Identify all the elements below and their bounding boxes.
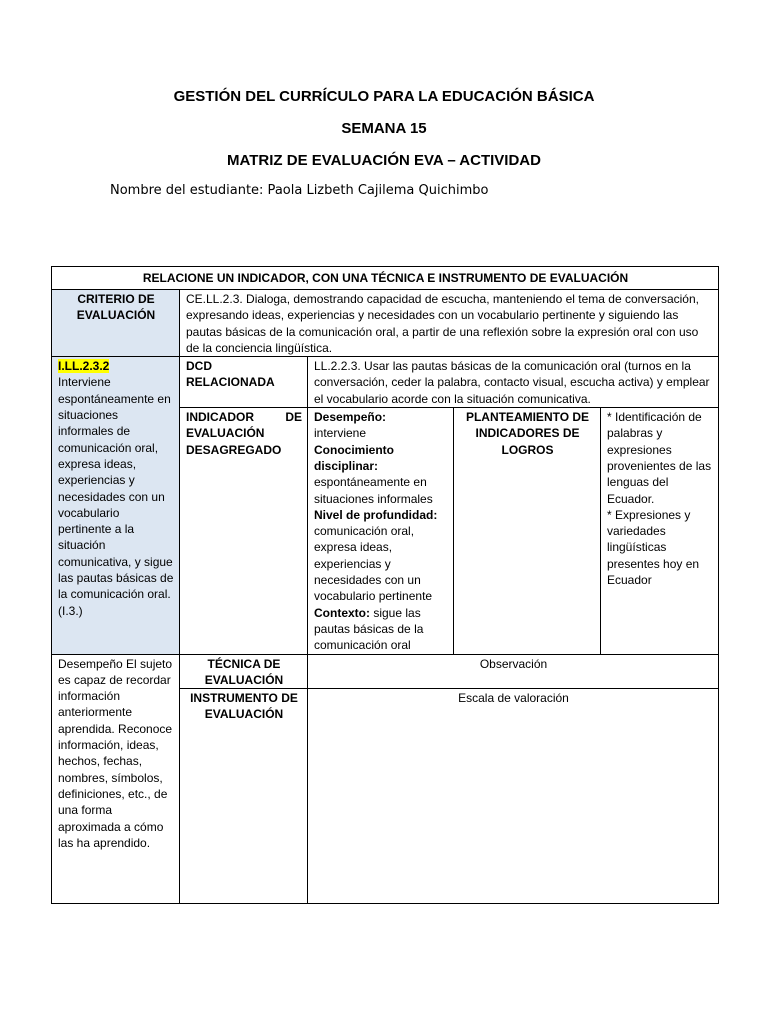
logros-cell (601, 408, 719, 654)
indicator-cell (52, 357, 180, 654)
tecnica-label: TÉCNICA DE EVALUACIÓN (180, 654, 308, 689)
matrix-title: MATRIZ DE EVALUACIÓN EVA – ACTIVIDAD (227, 152, 541, 169)
dcd-label: DCD RELACIONADA (180, 357, 308, 408)
evaluation-matrix (51, 266, 719, 904)
logros-item-1: * Identificación de palabras y expresiones provenientes de las lenguas del Ecuador. (607, 410, 712, 506)
document-title: GESTIÓN DEL CURRÍCULO PARA LA EDUCACIÓN BÁSICA (173, 88, 595, 105)
indicador-label: INDICADOR DE EVALUACIÓN DESAGREGADO (180, 408, 308, 654)
indicador-desagregado (308, 408, 454, 654)
indicator-code: I.LL.2.3.2 (58, 359, 110, 374)
instrumento-label: INSTRUMENTO DE EVALUACIÓN (180, 689, 308, 904)
week-label: SEMANA 15 (341, 120, 427, 137)
contexto-text: sigue las pautas básicas de la comunicación oral (314, 605, 424, 653)
dcd-text: LL.2.2.3. Usar las pautas básicas de la comunicación oral (turnos en la conversación, ceder la palabra, contacto visual, escucha activa) y emplear el vocabulario acorde con la situación comunicativa. (308, 357, 719, 408)
student-name: Nombre del estudiante: Paola Lizbeth Cajilema Quichimbo (110, 183, 489, 198)
profundidad-text: comunicación oral, expresa ideas, experiencias y necesidades con un vocabulario pertinente (314, 524, 433, 604)
instrumento-value: Escala de valoración (308, 689, 719, 904)
contexto-label: Contexto: (314, 605, 370, 620)
indicator-text: Interviene espontáneamente en situaciones informales de comunicación oral, expresa ideas, experiencias y necesidades con un vocabulario pertinente a la situación comunicativa, y sigue las pautas básicas de la comunicación oral. (I.3.) (58, 375, 174, 618)
desempeno-block: Desempeño El sujeto es capaz de recordar información anteriormente aprendida. Reconoce información, ideas, hechos, fechas, nombres, símbolos, definiciones, etc., de una forma aproximada a cómo las ha aprendido. (52, 654, 180, 904)
planteamiento-label: PLANTEAMIENTO DE INDICADORES DE LOGROS (454, 408, 601, 654)
criterio-text: CE.LL.2.3. Dialoga, demostrando capacidad de escucha, manteniendo el tema de conversación, expresando ideas, experiencias y necesidades con un vocabulario pertinente y siguiendo las pautas básicas de la comunicación oral, a partir de una reflexión sobre la expresión oral con uso de la conciencia lingüística. (180, 290, 719, 357)
conocimiento-text: espontáneamente en situaciones informales (314, 475, 433, 506)
desempeno-text: interviene (314, 426, 367, 441)
desempeno-label: Desempeño: (314, 410, 387, 425)
criterio-label: CRITERIO DE EVALUACIÓN (52, 290, 180, 357)
tecnica-value: Observación (308, 654, 719, 689)
profundidad-label: Nivel de profundidad: (314, 507, 438, 522)
matrix-heading: RELACIONE UN INDICADOR, CON UNA TÉCNICA E INSTRUMENTO DE EVALUACIÓN (52, 267, 719, 290)
logros-item-2: * Expresiones y variedades lingüísticas presentes hoy en Ecuador (607, 507, 700, 588)
conocimiento-label: Conocimiento disciplinar: (314, 442, 394, 473)
